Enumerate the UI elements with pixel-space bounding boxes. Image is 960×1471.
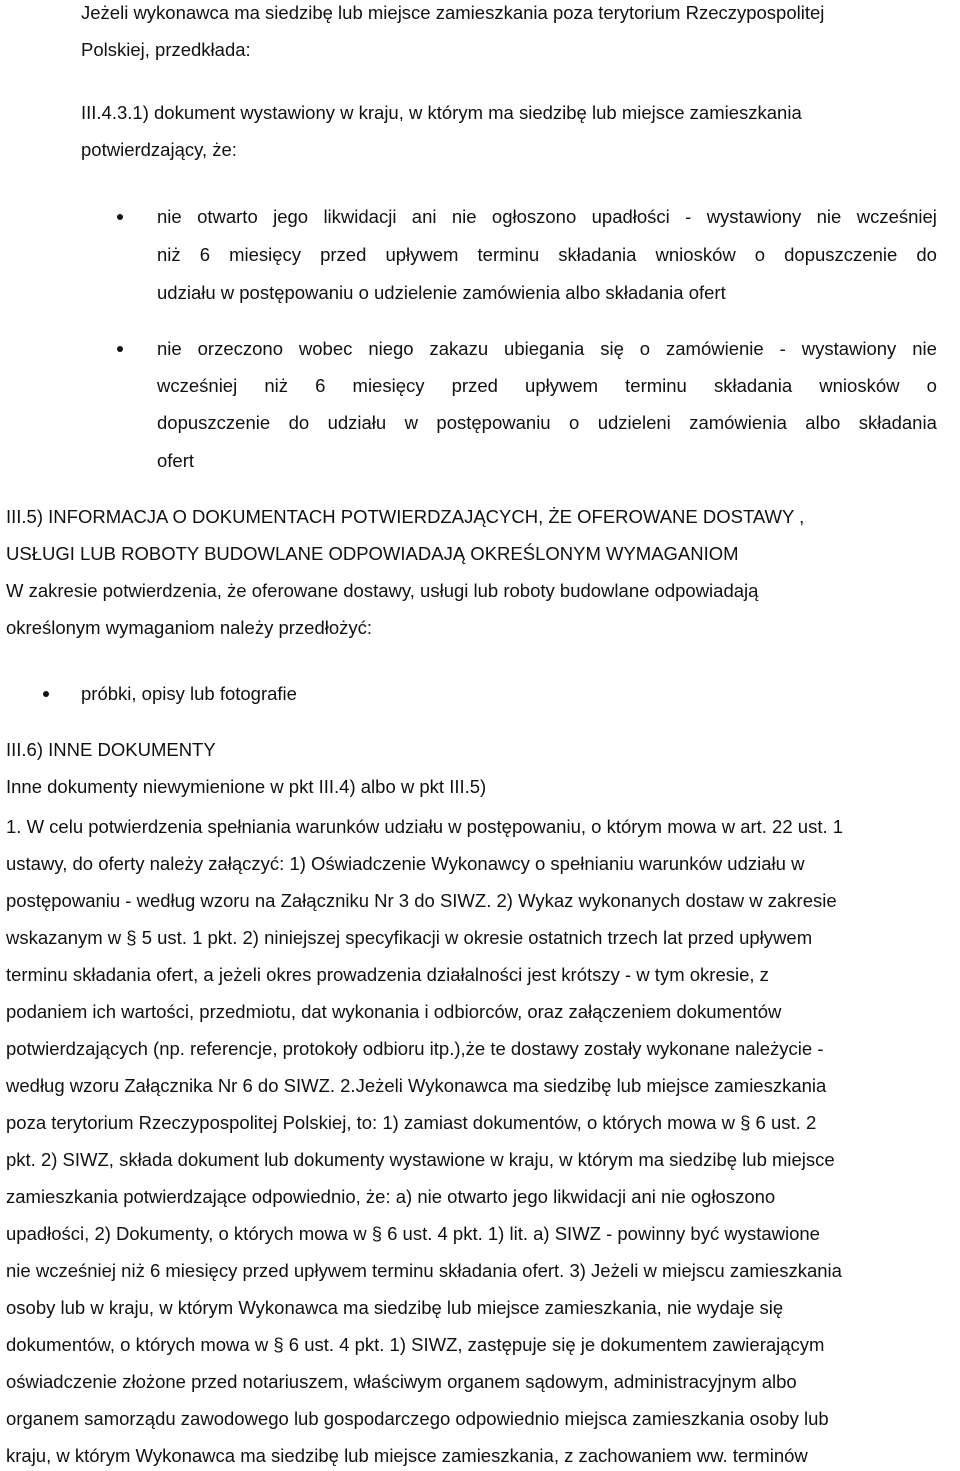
word: upadłości [591,206,670,227]
word: wobec [298,338,353,359]
word: wniosków [819,375,900,396]
word: o [926,375,937,396]
section-6-body-line-15: dokumentów, o których mowa w § 6 ust. 4 pkt. 1) SIWZ, zastępuje się je dokumentem zawierającym [6,1334,825,1355]
word: niego [368,338,414,359]
section-6-body-line-8: według wzoru Załącznika Nr 6 do SIWZ. 2.Jeżeli Wykonawca ma siedzibę lub miejsce zamieszkania [6,1075,827,1096]
section-6-heading: III.6) INNE DOKUMENTY [6,739,216,760]
intro-line-1: Jeżeli wykonawca ma siedzibę lub miejsce zamieszkania poza terytorium Rzeczypospolitej [81,2,825,23]
word: jego [273,206,309,227]
section-5-heading-line-1: III.5) INFORMACJA O DOKUMENTACH POTWIERDZAJĄCYCH, ŻE OFEROWANE DOSTAWY , [6,506,805,527]
word: zamówienia [689,412,787,433]
section-6-body-line-10: pkt. 2) SIWZ, składa dokument lub dokumenty wystawione w kraju, w którym ma siedzibę lub miejsce [6,1149,835,1170]
word: terminu [477,244,540,265]
word: dopuszczenie [157,412,271,433]
section-6-body-line-18: kraju, w którym Wykonawca ma siedzibę lub miejsce zamieszkania, z zachowaniem ww. terminów [6,1445,808,1466]
bullet-2-line-3 [157,414,937,433]
section-6-body-line-9: poza terytorium Rzeczypospolitej Polskiej, to: 1) zamiast dokumentów, o których mowa w § 6 ust. 2 [6,1112,817,1133]
word: otwarto [197,206,258,227]
section-6-body-line-6: podaniem ich wartości, przedmiotu, dat wykonania i odbiorców, oraz załączeniem dokumentów [6,1001,782,1022]
bullet-1-line-2 [157,246,937,265]
bullet-icon [43,691,49,697]
bullet-2-line-4: ofert [157,450,195,471]
word: 6 [315,375,326,396]
word: ani [411,206,437,227]
word: o [639,338,651,359]
word: miesięcy [352,375,425,396]
word: orzeczono [197,338,283,359]
section-6-body-line-12: upadłości, 2) Dokumenty, o których mowa w § 6 ust. 4 pkt. 1) lit. a) SIWZ - powinny być wystawione [6,1223,820,1244]
word: ubiegania [504,338,585,359]
section-6-body-line-13: nie wcześniej niż 6 miesięcy przed upływem terminu składania ofert. 3) Jeżeli w miejscu zamieszkania [6,1260,842,1281]
word: składania [713,375,793,396]
word: nie [157,338,182,359]
word: ogłoszono [491,206,577,227]
word: zamówienie [666,338,764,359]
word: nie [816,206,842,227]
section-6-body-line-7: potwierdzających (np. referencje, protokoły odbioru itp.),że te dostawy zostały wykonane należycie - [6,1038,824,1059]
word: do [916,244,937,265]
word: 6 [199,244,211,265]
section-6-body-line-3: postępowaniu - według wzoru na Załączniku Nr 3 do SIWZ. 2) Wykaz wykonanych dostaw w zakresie [6,890,837,911]
section-5-body-line-2: określonym wymaganiom należy przedłożyć: [6,617,373,638]
word: składania [858,412,937,433]
section-6-body-line-5: terminu składania ofert, a jeżeli okres prowadzenia działalności jest krótszy - w tym okresie, z [6,964,769,985]
section-5-heading-line-2: USŁUGI LUB ROBOTY BUDOWLANE ODPOWIADAJĄ OKREŚLONYM WYMAGANIOM [6,543,739,564]
word: wcześniej [856,206,937,227]
section-4-3-line-1: III.4.3.1) dokument wystawiony w kraju, w którym ma siedzibę lub miejsce zamieszkania [81,102,802,123]
section-5-body-line-1: W zakresie potwierdzenia, że oferowane dostawy, usługi lub roboty budowlane odpowiadają [6,580,759,601]
word: udzieleni [597,412,671,433]
section-6-body-line-4: wskazanym w § 5 ust. 1 pkt. 2) niniejszej specyfikacji w okresie ostatnich trzech lat przed upływem [6,927,813,948]
word: o [569,412,580,433]
section-6-body-line-1: 1. W celu potwierdzenia spełniania warunków udziału w postępowaniu, o którym mowa w art. 22 ust. 1 [6,816,844,837]
section-6-body-line-2: ustawy, do oferty należy załączyć: 1) Oświadczenie Wykonawcy o spełnianiu warunków udziału w [6,853,805,874]
word: przed [320,244,367,265]
word: udziału [327,412,387,433]
bullet-icon [117,346,123,352]
bullet-2-line-1 [157,340,937,359]
word: albo [805,412,841,433]
word: miesięcy [229,244,302,265]
word: - [685,206,692,227]
section-4-3-line-2: potwierdzający, że: [81,139,237,160]
word: wystawiony [706,206,802,227]
word: upływem [525,375,599,396]
word: nie [912,338,937,359]
word: upływem [385,244,459,265]
word: niż [264,375,288,396]
word: dopuszczenie [784,244,898,265]
bullet-1-line-3: udziału w postępowaniu o udzielenie zamówienia albo składania ofert [157,282,726,303]
word: w [404,412,418,433]
intro-line-2: Polskiej, przedkłada: [81,39,251,60]
section-6-body-line-17: organem samorządu zawodowego lub gospodarczego odpowiednio miejsca zamieszkania osoby lub [6,1408,829,1429]
word: się [600,338,624,359]
section-5-bullet: próbki, opisy lub fotografie [81,683,297,704]
word: zakazu [429,338,489,359]
word: postępowaniu [436,412,551,433]
bullet-2-line-2 [157,377,937,396]
word: - [779,338,786,359]
word: likwidacji [323,206,397,227]
word: do [288,412,310,433]
word: wniosków [655,244,736,265]
word: nie [157,206,182,227]
word: składania [558,244,637,265]
word: wystawiony [801,338,897,359]
bullet-icon [117,214,123,220]
section-6-subheading: Inne dokumenty niewymienione w pkt III.4) albo w pkt III.5) [6,776,487,797]
section-6-body-line-16: oświadczenie złożone przed notariuszem, właściwym organem sądowym, administracyjnym albo [6,1371,797,1392]
word: przed [451,375,498,396]
word: niż [157,244,181,265]
word: o [754,244,766,265]
section-6-body-line-14: osoby lub w kraju, w którym Wykonawca ma siedzibę lub miejsce zamieszkania, nie wydaje się [6,1297,784,1318]
word: wcześniej [157,375,238,396]
word: nie [451,206,477,227]
bullet-1-line-1 [157,208,937,227]
word: terminu [625,375,687,396]
section-6-body-line-11: zamieszkania potwierdzające odpowiednio, że: a) nie otwarto jego likwidacji ani nie ogłoszono [6,1186,776,1207]
